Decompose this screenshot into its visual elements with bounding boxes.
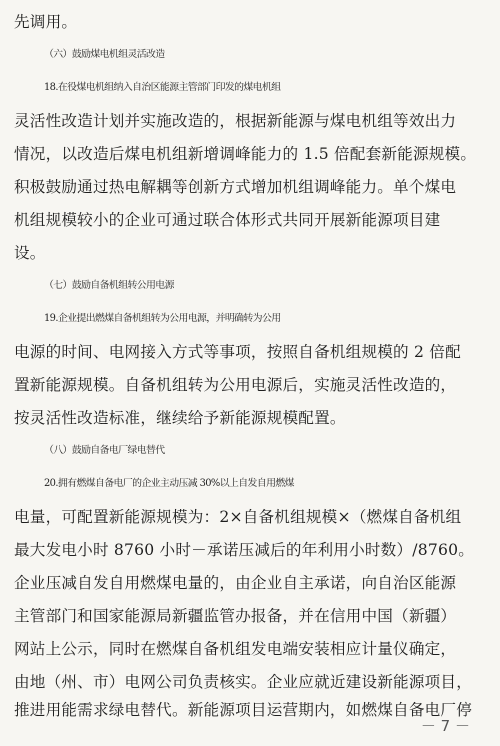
text-line: 置新能源规模。自备机组转为公用电源后，实施灵活性改造的，: [14, 376, 457, 394]
section-heading: （六）鼓励煤电机组灵活改造: [44, 49, 165, 60]
text-line: 网站上公示，同时在燃煤自备机组发电端安装相应计量仪确定，: [14, 640, 457, 658]
section-heading: （七）鼓励自备机组转公用电源: [44, 280, 174, 291]
text-line: 19.企业提出燃煤自备机组转为公用电源，并明确转为公用: [44, 313, 281, 324]
text-line: 主管部门和国家能源局新疆监管办报备，并在信用中国（新疆）: [14, 607, 457, 625]
text-line: 情况，以改造后煤电机组新增调峰能力的 1.5 倍配套新能源规模。: [14, 145, 477, 163]
page-number: － 7 －: [420, 717, 470, 735]
text-line: 最大发电小时 8760 小时－承诺压减后的年利用小时数）/8760。: [14, 541, 474, 559]
text-line: 电量，可配置新能源规模为：2×自备机组规模×（燃煤自备机组: [14, 508, 462, 526]
text-line: 电源的时间、电网接入方式等事项，按照自备机组规模的 2 倍配: [14, 343, 461, 361]
text-line: 积极鼓励通过热电解耦等创新方式增加机组调峰能力。单个煤电: [14, 178, 457, 196]
text-line: 推进用能需求绿电替代。新能源项目运营期内，如燃煤自备电厂停: [14, 701, 473, 719]
text-line: 先调用。: [14, 13, 78, 31]
text-line: 机组规模较小的企业可通过联合体形式共同开展新能源项目建: [14, 211, 441, 229]
text-line: 企业压减自发自用燃煤电量的，由企业自主承诺，向自治区能源: [14, 574, 457, 592]
text-line: 20.拥有燃煤自备电厂的企业主动压减 30%以上自发自用燃煤: [44, 478, 294, 489]
text-line: 灵活性改造计划并实施改造的，根据新能源与煤电机组等效出力: [14, 112, 457, 130]
text-line: 按灵活性改造标准，继续给予新能源规模配置。: [14, 409, 346, 427]
text-line: 由地（州、市）电网公司负责核实。企业应就近建设新能源项目，: [14, 673, 473, 691]
text-line: 设。: [14, 244, 46, 262]
section-heading: （八）鼓励自备电厂绿电替代: [44, 445, 165, 456]
text-line: 18.在役煤电机组纳入自治区能源主管部门印发的煤电机组: [44, 82, 281, 93]
